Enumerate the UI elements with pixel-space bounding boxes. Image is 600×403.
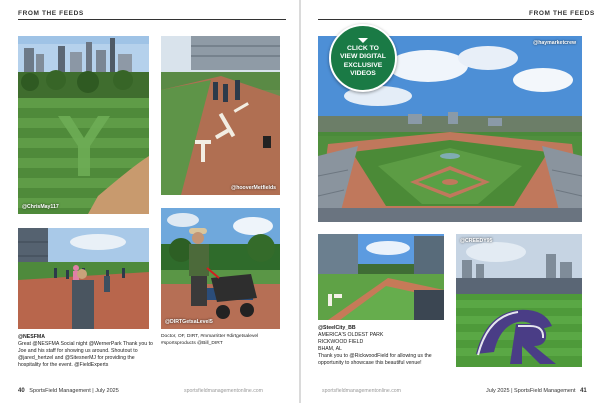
photo-logo-field[interactable] [18, 36, 149, 214]
right-footer-text: July 2025 | SportsField Management [486, 388, 576, 394]
right-footer-url[interactable]: sportsfieldmanagementonline.com [322, 388, 402, 394]
photo-groundskeeper[interactable] [161, 208, 280, 329]
photo-handle: @CREEDY95 [460, 238, 493, 244]
caption-handle: @SteelCity_BB [318, 325, 356, 331]
arrow-down-icon [358, 38, 368, 43]
caption-dirt [161, 334, 281, 347]
badge-line-2: VIEW DIGITAL [340, 53, 386, 61]
left-section-label: FROM THE FEEDS [18, 10, 84, 17]
page-gutter [299, 0, 301, 403]
left-page-number: 40 [18, 388, 25, 394]
digital-videos-badge[interactable] [329, 24, 397, 92]
photo-stencil-dirt[interactable] [161, 36, 280, 195]
left-footer [18, 388, 119, 394]
left-footer-text: SportsField Management | July 2025 [29, 388, 119, 394]
caption-handle: @NESFMA [18, 334, 45, 340]
right-section-label: FROM THE FEEDS [529, 10, 595, 17]
photo-handle: @ChrisMay117 [22, 204, 59, 210]
photo-handle: @hooverMetfields [231, 185, 276, 191]
badge-line-3: EXCLUSIVE [343, 61, 383, 69]
photo-handle: @DIRTGetsaLevel5 [165, 319, 213, 325]
photo-handle: @haymarketcrew [533, 40, 576, 46]
badge-line-1: CLICK TO [347, 45, 379, 53]
right-header-rule [318, 19, 582, 20]
photo-nesfma-social[interactable] [18, 228, 149, 329]
left-header-rule [18, 19, 286, 20]
left-footer-url[interactable]: sportsfieldmanagementonline.com [184, 388, 264, 394]
right-page-number: 41 [580, 388, 587, 394]
caption-line-1: AMERICA'S OLDEST PARK [318, 332, 384, 339]
caption-text: Great @NESFMA Social night @WernerPark Thank you to Joe and his staff for showing us around. Shoutout to @jared_hertzel and @SitesnerMJ for providing the hospitality for the event. @FieldExperts [18, 341, 153, 369]
caption-line-2: RICKWOOD FIELD [318, 339, 364, 346]
badge-line-4: VIDEOS [350, 69, 376, 77]
caption-line-3: BHAM, AL [318, 346, 342, 353]
photo-cr-logo-field[interactable] [456, 234, 582, 367]
caption-text: Thank you to @RickwoodField for allowing us the opportunity to showcase this beautiful venue! [318, 353, 432, 367]
caption-nesfma [18, 334, 153, 369]
right-footer [486, 388, 587, 394]
caption-steelcity [318, 325, 446, 367]
photo-rickwood-field[interactable] [318, 234, 444, 320]
caption-text: Doctor, OF, DIRT, #mmarritter #dirtgetsalevel #sportsproducts @Bill_DIRT [161, 334, 259, 346]
